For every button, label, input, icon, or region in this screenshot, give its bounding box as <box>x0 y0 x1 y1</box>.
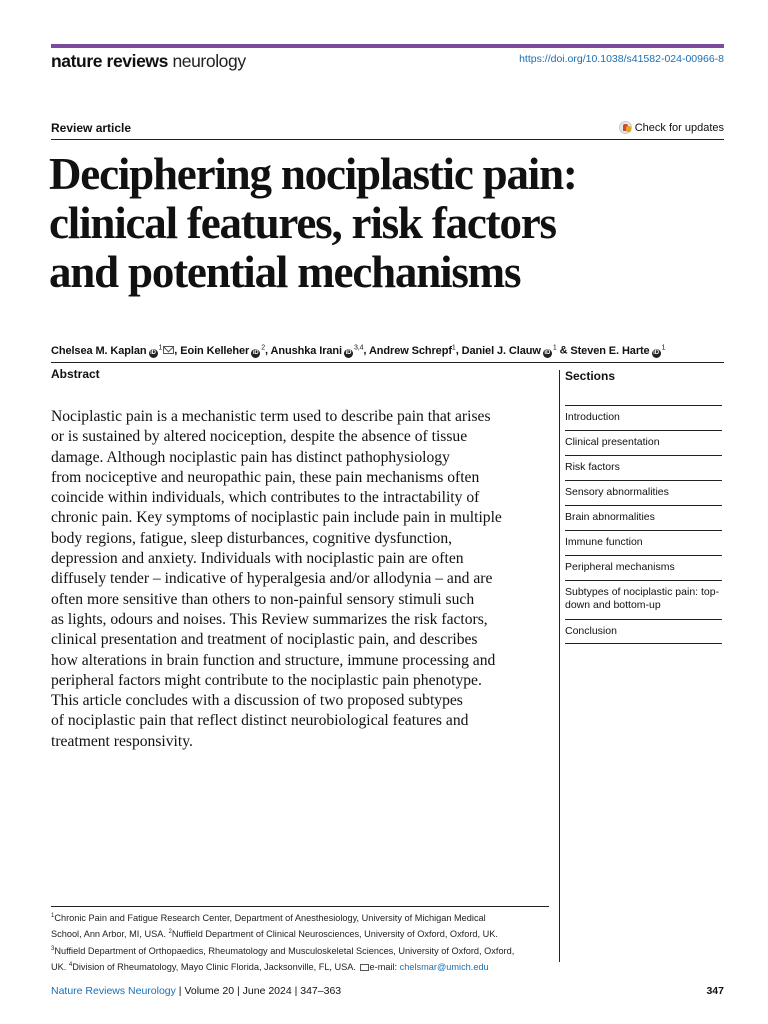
journal-accent-bar <box>51 44 724 48</box>
abstract-line: Nociplastic pain is a mechanistic term used to describe pain that arises <box>51 408 491 425</box>
abstract-body <box>51 407 556 752</box>
abstract-line: of nociplastic pain that reflect distinct neurobiological features and <box>51 712 469 730</box>
crossmark-icon <box>619 121 632 134</box>
orcid-icon[interactable]: iD <box>345 349 352 356</box>
abstract-line: coincide within individuals, which contributes to the intractability of <box>51 489 480 507</box>
author[interactable]: Steven E. Harte iD$^1$ <box>570 344 666 357</box>
title-line: clinical features, risk factors <box>49 198 556 248</box>
affiliation-text: UK. <box>51 961 67 972</box>
author[interactable]: Daniel J. Clauw iD$^1$ <box>461 344 557 357</box>
affiliation-text: Nuffield Department of Clinical Neurosciences, University of Oxford, Oxford, UK. <box>171 929 498 940</box>
doi-link[interactable]: https://doi.org/10.1038/s41582-024-00966-8 <box>519 53 724 65</box>
abstract-line: as lights, odours and noises. This Review summarizes the risk factors, <box>51 610 488 628</box>
abstract-line: depression and anxiety. Individuals with nociplastic pain are often <box>51 550 464 568</box>
title-line: and potential mechanisms <box>49 247 521 297</box>
abstract-line: This article concludes with a discussion of two proposed subtypes <box>51 692 463 710</box>
corresponding-email-link[interactable]: chelsmar@umich.edu <box>399 961 489 972</box>
orcid-icon[interactable]: iD <box>150 349 156 356</box>
section-link-immune-function[interactable]: Immune function <box>565 530 722 555</box>
footer-journal-link[interactable]: Nature Reviews Neurology <box>51 985 176 997</box>
section-link-sensory-abnormalities[interactable]: Sensory abnormalities <box>565 480 722 505</box>
header-divider <box>51 139 724 140</box>
title-line: Deciphering nociplastic pain: <box>49 149 577 199</box>
article-type: Review article <box>51 121 132 135</box>
abstract-line: from nociceptive and neuropathic pain, these pain mechanisms often <box>51 468 480 486</box>
affiliation-text: Division of Rheumatology, Mayo Clinic Florida, Jacksonville, FL, USA. <box>72 961 356 972</box>
author[interactable]: Eoin Kelleher iD$^2$ <box>180 344 266 357</box>
orcid-icon[interactable]: iD <box>252 349 259 356</box>
author[interactable]: Chelsea M. Kaplan iD$^1$ <box>51 345 174 357</box>
abstract-line: or is sustained by altered nociception, despite the absence of tissue <box>51 428 468 446</box>
check-for-updates-label: Check for updates <box>634 121 724 134</box>
abstract-line: damage. Although nociplastic pain has distinct pathophysiology <box>51 448 450 466</box>
abstract-line: body regions, fatigue, sleep disturbances, cognitive dysfunction, <box>51 529 453 547</box>
affiliations-divider <box>51 906 549 907</box>
affiliation-text: Chronic Pain and Fatigue Research Center, Department of Anesthesiology, University of Michigan Medical <box>54 913 486 924</box>
orcid-icon[interactable]: iD <box>544 349 551 356</box>
footer-citation <box>51 985 341 997</box>
email-icon[interactable] <box>163 346 174 354</box>
author[interactable]: Anushka Irani iD$^{3,4}$ <box>270 344 364 357</box>
sections-heading: Sections <box>565 369 616 383</box>
abstract-line: clinical presentation and treatment of nociplastic pain, and describes <box>51 631 478 649</box>
section-link-risk-factors[interactable]: Risk factors <box>565 455 722 480</box>
abstract-line: often more sensitive than others to non-painful sensory stimuli such <box>51 590 475 608</box>
sections-nav <box>565 405 722 644</box>
journal-logo[interactable] <box>51 51 246 72</box>
section-link-peripheral-mechanisms[interactable]: Peripheral mechanisms <box>565 555 722 580</box>
email-label: e-mail: <box>369 961 398 972</box>
envelope-icon <box>360 964 369 971</box>
authors-divider <box>51 362 724 363</box>
section-link-clinical-presentation[interactable]: Clinical presentation <box>565 430 722 455</box>
page-number: 347 <box>706 985 724 997</box>
abstract-line: peripheral factors might contribute to the nociplastic pain phenotype. <box>51 671 482 689</box>
author-list: Chelsea M. Kaplan iD$^1$ , Eoin Kelleher iD$^2$, Anushka Irani iD$^{3,4}$, Andrew Schrepf$^1$, Daniel J. Clauw iD$^1$ & Steven E. Harte iD$^1$ <box>51 344 666 357</box>
author[interactable]: Andrew Schrepf$^1$ <box>368 344 456 357</box>
journal-logo-light: neurology <box>172 51 246 71</box>
abstract-heading: Abstract <box>51 367 100 381</box>
affiliations: $^1$Chronic Pain and Fatigue Research Center, Department of Anesthesiology, University of Michigan Medical School, Ann Arbor, MI, USA. $^2$Nuffield Department of Clinical Neurosciences, University of Oxford, Oxford, UK. $^3$Nuffield Department of Orthopaedics, Rheumatology and Musculoskeletal Sciences, University of Oxford, Oxford, UK. $^4$Division of Rheumatology, Mayo Clinic Florida, Jacksonville, FL, USA. e-mail: chelsmar@umich.edu <box>51 913 515 972</box>
journal-logo-bold: nature reviews <box>51 51 168 71</box>
section-link-introduction[interactable]: Introduction <box>565 405 722 430</box>
section-link-brain-abnormalities[interactable]: Brain abnormalities <box>565 505 722 530</box>
section-link-subtypes[interactable]: Subtypes of nociplastic pain: top-down and bottom-up <box>565 580 722 619</box>
column-divider <box>559 370 560 962</box>
abstract-line: treatment responsivity. <box>51 732 193 750</box>
abstract-line: chronic pain. Key symptoms of nociplastic pain include pain in multiple <box>51 509 502 527</box>
affiliation-text: School, Ann Arbor, MI, USA. <box>51 929 166 940</box>
article-title <box>49 150 689 297</box>
orcid-icon[interactable]: iD <box>653 349 659 356</box>
affiliation-text: Nuffield Department of Orthopaedics, Rheumatology and Musculoskeletal Sciences, University of Oxford, Oxford, <box>54 945 515 956</box>
section-link-conclusion[interactable]: Conclusion <box>565 619 722 644</box>
check-for-updates-button[interactable] <box>619 121 724 134</box>
abstract-line: diffusely tender – indicative of hyperalgesia and/or allodynia – and are <box>51 570 493 588</box>
abstract-line: how alterations in brain function and structure, immune processing and <box>51 651 496 669</box>
footer-details: | Volume 20 | June 2024 | 347–363 <box>175 985 342 997</box>
